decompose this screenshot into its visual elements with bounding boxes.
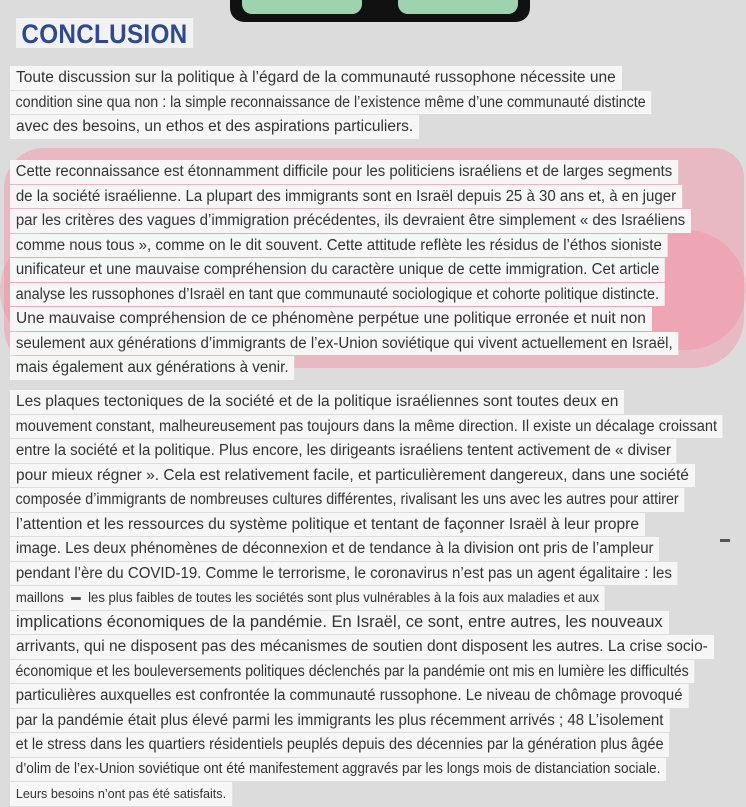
dash-mark-icon bbox=[71, 597, 81, 600]
text-line: d’olim de l’ex-Union soviétique ont été manifestement aggravés par les longs mois de distanciation sociale. bbox=[10, 758, 666, 782]
text-line: unificateur et une mauvaise compréhension du caractère unique de cette immigration. Cet article bbox=[10, 258, 665, 282]
text-line: comme nous tous », comme on le dit souvent. Cette attitude reflète les résidus de l’éthos sioniste bbox=[10, 234, 668, 258]
text-line: particulières auxquelles est confrontée la communauté russophone. Le niveau de chômage provoqué bbox=[10, 684, 688, 708]
text-line: arrivants, qui ne disposent pas des mécanismes de soutien dont disposent les autres. La crise socio- bbox=[10, 635, 714, 659]
paragraph-3 bbox=[10, 390, 742, 807]
text-line: seulement aux générations d’immigrants de l’ex-Union soviétique qui vivent actuellement en Israël, bbox=[10, 332, 679, 356]
text-line: analyse les russophones d’Israël en tant que communauté sociologique et cohorte politique distincte. bbox=[10, 283, 665, 307]
text-line: l’attention et les ressources du système politique et tentant de façonner Israël à leur propre bbox=[10, 513, 645, 537]
text-line: économique et les bouleversements politiques déclenchés par la pandémie ont mis en lumière les difficultés bbox=[10, 660, 694, 684]
status-indicator-right bbox=[398, 0, 518, 14]
text-line: Une mauvaise compréhension de ce phénomène perpétue une politique erronée et nuit non bbox=[10, 307, 652, 331]
text-line: de la société israélienne. La plupart des immigrants sont en Israël depuis 25 à 30 ans et, à en juger bbox=[10, 185, 682, 209]
text-line: mouvement constant, malheureusement pas toujours dans la même direction. Il existe un décalage croissant bbox=[10, 415, 723, 439]
paragraph-2 bbox=[10, 160, 742, 381]
text-line: par les critères des vagues d’immigration précédentes, ils devraient être simplement « des Israéliens bbox=[10, 209, 691, 233]
status-bar-notch bbox=[230, 0, 530, 22]
text-fragment: maillons bbox=[15, 590, 64, 605]
text-line-split bbox=[10, 586, 605, 610]
text-line: condition sine qua non : la simple reconnaissance de l’existence même d’une communauté distincte bbox=[10, 91, 651, 115]
text-line: composée d’immigrants de nombreuses cultures différentes, rivalisant les uns avec les autres pour attirer bbox=[10, 488, 684, 512]
text-line: et le stress dans les quartiers résidentiels peuplés depuis des décennies par la génération plus âgée bbox=[10, 733, 669, 757]
text-line: mais également aux générations à venir. bbox=[10, 356, 295, 380]
text-line: pendant l’ère du COVID-19. Comme le terrorisme, le coronavirus n’est pas un agent égalitaire : les bbox=[10, 562, 678, 586]
text-line: pour mieux régner ». Cela est relativement facile, et particulièrement dangereux, dans une société bbox=[10, 464, 695, 488]
text-line: Les plaques tectoniques de la société et de la politique israéliennes sont toutes deux en bbox=[10, 390, 624, 414]
text-line: Toute discussion sur la politique à l’égard de la communauté russophone nécessite une bbox=[10, 66, 622, 90]
text-line: entre la société et la politique. Plus encore, les dirigeants israéliens tentent activement de « diviser bbox=[10, 439, 677, 463]
dash-mark-icon bbox=[720, 539, 730, 542]
text-line: image. Les deux phénomènes de déconnexion et de tendance à la division ont pris de l’ampleur bbox=[10, 537, 659, 561]
section-heading: CONCLUSION bbox=[16, 18, 193, 48]
text-line: Cette reconnaissance est étonnamment difficile pour les politiciens israéliens et de larges segments bbox=[10, 160, 678, 184]
status-indicator-left bbox=[242, 0, 362, 14]
paragraph-1 bbox=[10, 66, 742, 140]
text-line: implications économiques de la pandémie. En Israël, ce sont, entre autres, les nouveaux bbox=[10, 611, 669, 635]
text-line: Leurs besoins n’ont pas été satisfaits. bbox=[10, 782, 232, 806]
text-fragment: les plus faibles de toutes les sociétés sont plus vulnérables à la fois aux maladies et aux bbox=[88, 590, 600, 605]
text-line: par la pandémie était plus élevé parmi les immigrants les plus récemment arrivés ; 48 L’isolement bbox=[10, 709, 669, 733]
text-line: avec des besoins, un ethos et des aspirations particuliers. bbox=[10, 115, 419, 139]
